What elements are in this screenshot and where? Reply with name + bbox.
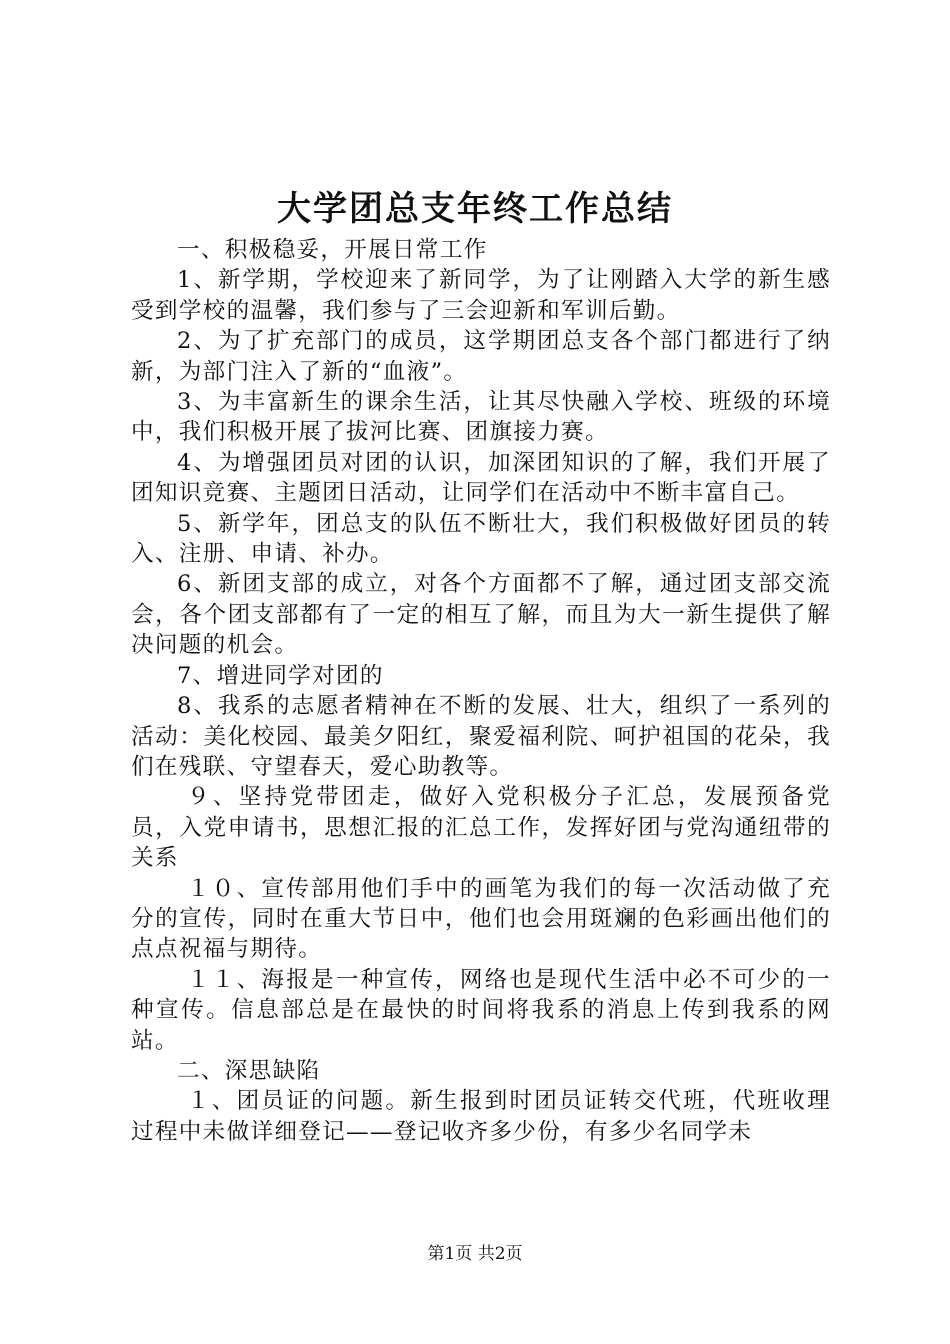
paragraph: 2、为了扩充部门的成员，这学期团总支各个部门都进行了纳新，为部门注入了新的“血液”。	[131, 328, 831, 385]
page-footer: 第1页 共2页	[427, 1244, 523, 1264]
paragraph: 1、新学期，学校迎来了新同学，为了让刚踏入大学的新生感受到学校的温馨，我们参与了三会迎新和军训后勤。	[131, 267, 831, 324]
paragraph: １１、海报是一种宣传，网络也是现代生活中必不可少的一种宣传。信息部总是在最快的时间将我系的消息上传到我系的网站。	[131, 966, 831, 1054]
paragraph: １０、宣传部用他们手中的画笔为我们的每一次活动做了充分的宣传，同时在重大节日中，他们也会用斑斓的色彩画出他们的点点祝福与期待。	[131, 875, 831, 963]
section-heading: 二、深思缺陷	[177, 1057, 321, 1084]
paragraph: 4、为增强团员对团的认识，加深团知识的了解，我们开展了团知识竞赛、主题团日活动，让同学们在活动中不断丰富自己。	[131, 449, 831, 507]
paragraph: 8、我系的志愿者精神在不断的发展、壮大，组织了一系列的活动：美化校园、最美夕阳红，聚爱福利院、呵护祖国的花朵，我们在残联、守望春天，爱心助教等。	[131, 693, 831, 780]
document-body	[131, 235, 831, 1147]
paragraph: 5、新学年，团总支的队伍不断壮大，我们积极做好团员的转入、注册、申请、补办。	[131, 510, 831, 568]
paragraph: ９、坚持党带团走，做好入党积极分子汇总，发展预备党员，入党申请书，思想汇报的汇总工作，发挥好团与党沟通纽带的关系	[131, 784, 831, 872]
paragraph: 6、新团支部的成立，对各个方面都不了解，通过团支部交流会，各个团支部都有了一定的相互了解，而且为大一新生提供了解决问题的机会。	[131, 571, 831, 659]
paragraph: 3、为丰富新生的课余生活，让其尽快融入学校、班级的环境中，我们积极开展了拔河比赛、团旗接力赛。	[131, 389, 831, 446]
section-heading: 一、积极稳妥，开展日常工作	[177, 237, 488, 263]
paragraph: １、团员证的问题。新生报到时团员证转交代班，代班收理过程中未做详细登记——登记收齐多少份，有多少名同学未	[131, 1088, 831, 1145]
document-title: 大学团总支年终工作总结	[277, 189, 673, 229]
paragraph: 7、增进同学对团的	[177, 662, 384, 689]
